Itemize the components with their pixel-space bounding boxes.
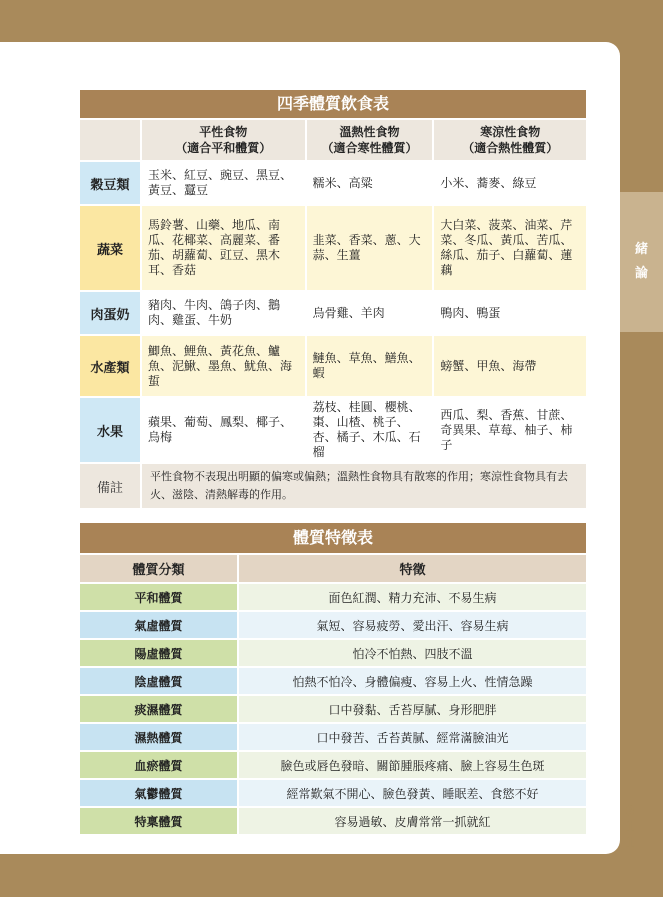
note-row xyxy=(80,464,586,508)
note-text: 平性食物不表現出明顯的偏寒或偏熱；溫熱性食物具有散寒的作用；寒涼性食物具有去火、滋陰、清熱解毒的作用。 xyxy=(142,464,586,508)
neutral-cell: 鯽魚、鯉魚、黃花魚、鱸魚、泥鰍、墨魚、魷魚、海蜇 xyxy=(142,336,305,396)
category-cell: 水產類 xyxy=(80,336,140,396)
header-blank xyxy=(80,120,140,160)
table-row xyxy=(80,292,586,334)
table-row xyxy=(80,398,586,462)
chapter-tab-char: 論 xyxy=(634,266,648,281)
header-cool xyxy=(434,120,586,160)
table-row xyxy=(80,696,586,722)
type-cell: 平和體質 xyxy=(80,584,237,610)
type-cell: 氣虛體質 xyxy=(80,612,237,638)
type-cell: 痰濕體質 xyxy=(80,696,237,722)
header-line: （適合寒性體質） xyxy=(321,141,418,155)
table-row xyxy=(80,612,586,638)
header-line: 溫熱性食物 xyxy=(339,125,400,139)
trait-cell: 怕熱不怕冷、身體偏瘦、容易上火、性情急躁 xyxy=(239,668,586,694)
cool-cell: 鴨肉、鴨蛋 xyxy=(434,292,586,334)
category-cell: 水果 xyxy=(80,398,140,462)
header-line: 寒涼性食物 xyxy=(480,125,541,139)
header-line: （適合熱性體質） xyxy=(462,141,559,155)
type-cell: 陰虛體質 xyxy=(80,668,237,694)
trait-cell: 口中發黏、舌苔厚膩、身形肥胖 xyxy=(239,696,586,722)
table-row xyxy=(80,336,586,396)
type-cell: 特稟體質 xyxy=(80,808,237,834)
header-neutral xyxy=(142,120,305,160)
note-label: 備註 xyxy=(80,464,140,508)
neutral-cell: 玉米、紅豆、豌豆、黑豆、黃豆、蠶豆 xyxy=(142,162,305,204)
neutral-cell: 豬肉、牛肉、鴿子肉、鵝肉、雞蛋、牛奶 xyxy=(142,292,305,334)
diet-table xyxy=(80,90,586,508)
trait-cell: 經常歎氣不開心、臉色發黃、睡眠差、食慾不好 xyxy=(239,780,586,806)
type-cell: 陽虛體質 xyxy=(80,640,237,666)
table-row xyxy=(80,584,586,610)
warm-cell: 烏骨雞、羊肉 xyxy=(307,292,433,334)
chapter-tab[interactable] xyxy=(620,192,663,332)
table-row xyxy=(80,752,586,778)
page-number-digit: 1 xyxy=(625,834,635,852)
traits-table-title: 體質特徵表 xyxy=(80,523,586,553)
table-row xyxy=(80,808,586,834)
trait-cell: 怕冷不怕熱、四肢不溫 xyxy=(239,640,586,666)
category-cell: 肉蛋奶 xyxy=(80,292,140,334)
table-row xyxy=(80,668,586,694)
page-number-digit: 0 xyxy=(625,802,635,820)
trait-cell: 臉色或唇色發暗、關節腫脹疼痛、臉上容易生色斑 xyxy=(239,752,586,778)
trait-cell: 容易過敏、皮膚常常一抓就紅 xyxy=(239,808,586,834)
header-line: （適合平和體質） xyxy=(175,141,272,155)
table-row xyxy=(80,724,586,750)
page-number-digit: 1 xyxy=(625,818,635,836)
header-type: 體質分類 xyxy=(80,555,237,582)
chapter-tab-char: 緒 xyxy=(634,242,648,257)
type-cell: 氣鬱體質 xyxy=(80,780,237,806)
cool-cell: 螃蟹、甲魚、海帶 xyxy=(434,336,586,396)
traits-table xyxy=(80,523,586,836)
warm-cell: 荔枝、桂圓、櫻桃、棗、山楂、桃子、杏、橘子、木瓜、石榴 xyxy=(307,398,433,462)
cool-cell: 西瓜、梨、香蕉、甘蔗、奇異果、草莓、柚子、柿子 xyxy=(434,398,586,462)
type-cell: 濕熱體質 xyxy=(80,724,237,750)
page-number xyxy=(623,803,637,851)
category-cell: 蔬菜 xyxy=(80,206,140,290)
warm-cell: 糯米、高粱 xyxy=(307,162,433,204)
warm-cell: 鰱魚、草魚、鱔魚、蝦 xyxy=(307,336,433,396)
neutral-cell: 馬鈴薯、山藥、地瓜、南瓜、花椰菜、高麗菜、番茄、胡蘿蔔、豇豆、黑木耳、香菇 xyxy=(142,206,305,290)
trait-cell: 氣短、容易疲勞、愛出汗、容易生病 xyxy=(239,612,586,638)
header-trait: 特徵 xyxy=(239,555,586,582)
category-cell: 穀豆類 xyxy=(80,162,140,204)
cool-cell: 大白菜、菠菜、油菜、芹菜、冬瓜、黃瓜、苦瓜、絲瓜、茄子、白蘿蔔、蓮藕 xyxy=(434,206,586,290)
neutral-cell: 蘋果、葡萄、鳳梨、椰子、烏梅 xyxy=(142,398,305,462)
diet-table-title: 四季體質飲食表 xyxy=(80,90,586,118)
trait-cell: 面色紅潤、精力充沛、不易生病 xyxy=(239,584,586,610)
table-row xyxy=(80,162,586,204)
table-row xyxy=(80,780,586,806)
cool-cell: 小米、蕎麥、綠豆 xyxy=(434,162,586,204)
header-warm xyxy=(307,120,433,160)
table-row xyxy=(80,206,586,290)
header-line: 平性食物 xyxy=(199,125,248,139)
warm-cell: 韭菜、香菜、蔥、大蒜、生薑 xyxy=(307,206,433,290)
type-cell: 血瘀體質 xyxy=(80,752,237,778)
table-row xyxy=(80,640,586,666)
trait-cell: 口中發苦、舌苔黃膩、經常滿臉油光 xyxy=(239,724,586,750)
